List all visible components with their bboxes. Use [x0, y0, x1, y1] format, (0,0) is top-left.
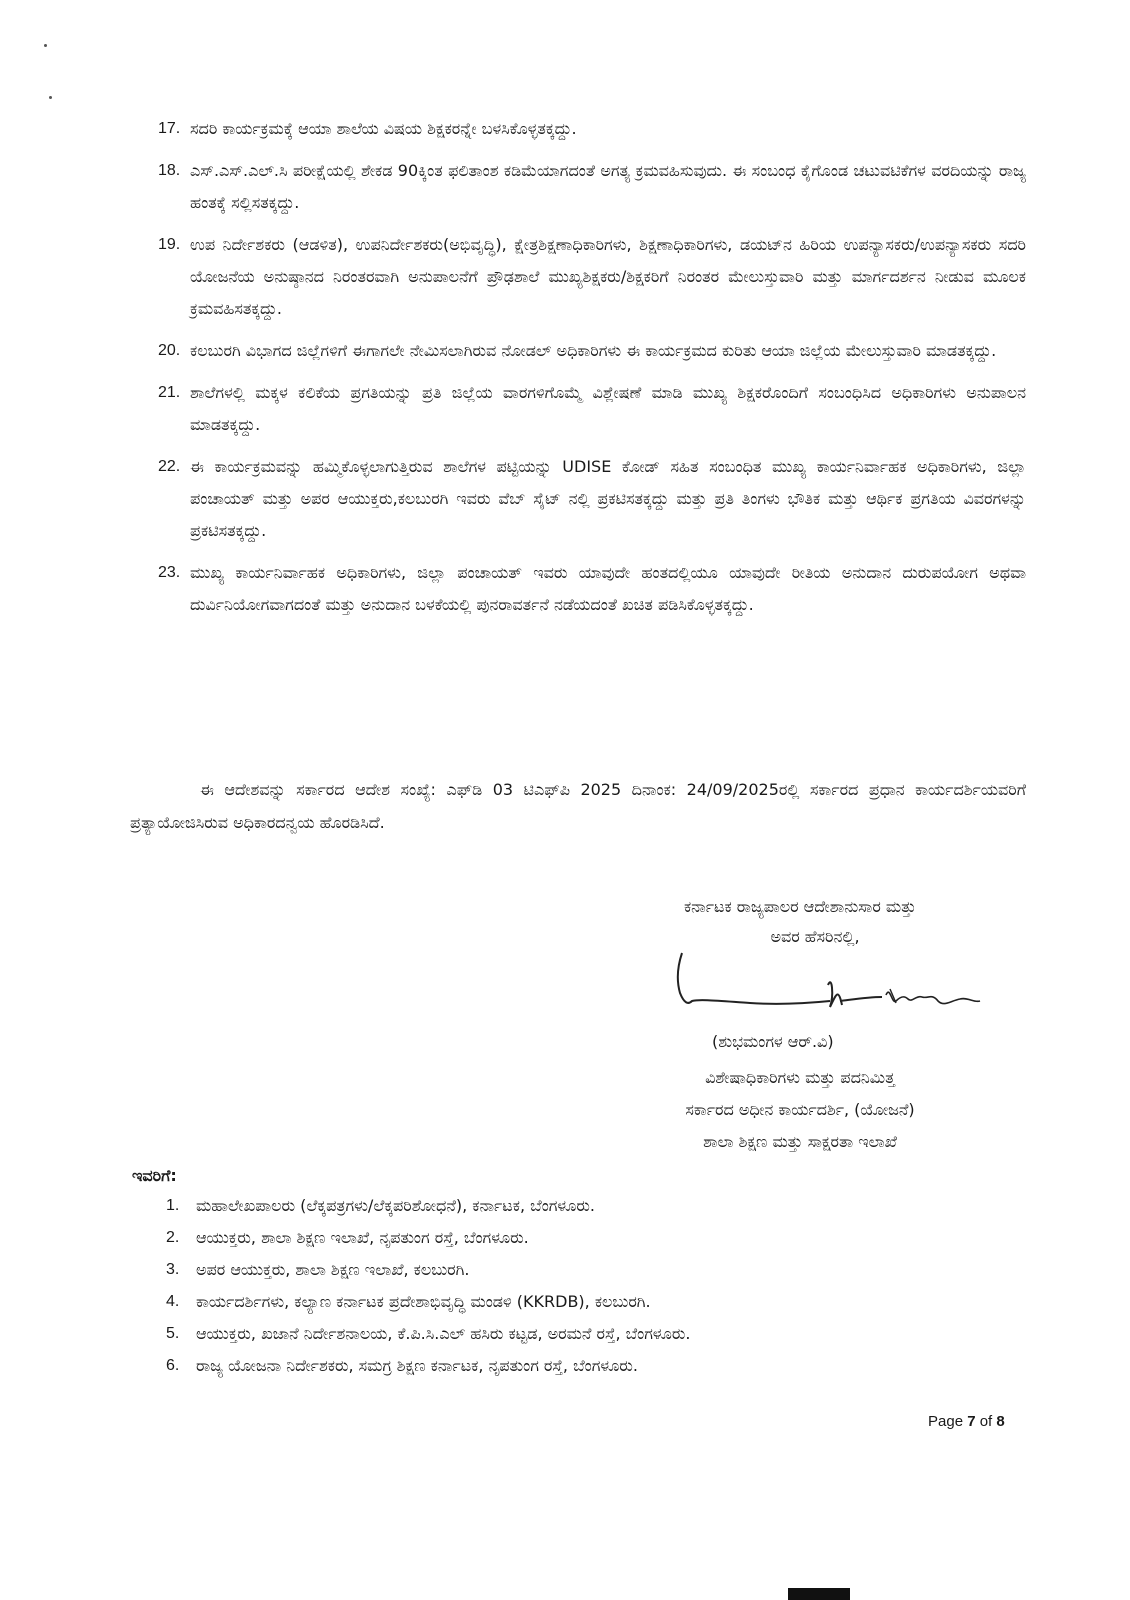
- page-number: [928, 1413, 1005, 1430]
- authority-line-1: ಕರ್ನಾಟಕ ರಾಜ್ಯಪಾಲರ ಆದೇಶಾನುಸಾರ ಮತ್ತು: [683, 897, 917, 916]
- recipient-text: ಕಾರ್ಯದರ್ಶಿಗಳು, ಕಲ್ಯಾಣ ಕರ್ನಾಟಕ ಪ್ರದೇಶಾಭಿವೃದ್ಧಿ ಮಂಡಳಿ (KKRDB), ಕಲಬುರಗಿ.: [196, 1292, 651, 1311]
- recipient-item: [166, 1350, 1036, 1382]
- page-middle: of: [975, 1413, 997, 1430]
- item-number: 22.: [158, 458, 181, 475]
- recipient-text: ಆಯುಕ್ತರು, ಶಾಲಾ ಶಿಕ್ಷಣ ಇಲಾಖೆ, ನೃಪತುಂಗ ರಸ್ತೆ, ಬೆಂಗಳೂರು.: [196, 1228, 529, 1247]
- recipient-item: [166, 1286, 1036, 1318]
- signatory-name: (ಶುಭಮಂಗಳ ಆರ್.ವಿ): [712, 1032, 834, 1051]
- recipient-item: [166, 1318, 1036, 1350]
- recipients-list: [166, 1190, 1036, 1382]
- recipient-number: 6.: [166, 1357, 180, 1374]
- designation-line: ಶಾಲಾ ಶಿಕ್ಷಣ ಮತ್ತು ಸಾಕ್ಷರತಾ ಇಲಾಖೆ: [703, 1132, 897, 1151]
- recipient-number: 2.: [166, 1229, 180, 1246]
- recipient-item: [166, 1190, 1036, 1222]
- item-text: ಕಲಬುರಗಿ ವಿಭಾಗದ ಜಿಲ್ಲೆಗಳಿಗೆ ಈಗಾಗಲೇ ನೇಮಿಸಲಾಗಿರುವ ನೋಡಲ್ ಅಧಿಕಾರಿಗಳು ಈ ಕಾರ್ಯಕ್ರಮದ ಕುರಿತು ಆಯಾ ಜಿಲ್ಲೆಯ ಮೇಲುಸ್ತುವಾರಿ ಮಾಡತಕ್ಕದ್ದು.: [190, 341, 997, 360]
- instruction-item: [158, 113, 1026, 145]
- instruction-item: [158, 377, 1026, 441]
- authority-line-2: ಅವರ ಹೆಸರಿನಲ್ಲಿ,: [770, 927, 860, 946]
- recipient-text: ಆಯುಕ್ತರು, ಖಜಾನೆ ನಿರ್ದೇಶನಾಲಯ, ಕೆ.ಪಿ.ಸಿ.ಎಲ್ ಹಸಿರು ಕಟ್ಟಡ, ಅರಮನೆ ರಸ್ತೆ, ಬೆಂಗಳೂರು.: [196, 1324, 691, 1343]
- item-text: ಶಾಲೆಗಳಲ್ಲಿ ಮಕ್ಕಳ ಕಲಿಕೆಯ ಪ್ರಗತಿಯನ್ನು ಪ್ರತಿ ಜಿಲ್ಲೆಯ ವಾರಗಳಿಗೊಮ್ಮೆ ವಿಶ್ಲೇಷಣೆ ಮಾಡಿ ಮುಖ್ಯ ಶಿಕ್ಷಕರೊಂದಿಗೆ ಸಂಬಂಧಿಸಿದ ಅಧಿಕಾರಿಗಳು ಅನುಪಾಲನ ಮಾಡತಕ್ಕದ್ದು.: [190, 383, 1026, 434]
- instruction-item: [158, 335, 1026, 367]
- page-total: 8: [996, 1413, 1005, 1430]
- item-number: 18.: [158, 162, 181, 179]
- item-text: ಸದರಿ ಕಾರ್ಯಕ್ರಮಕ್ಕೆ ಆಯಾ ಶಾಲೆಯ ವಿಷಯ ಶಿಕ್ಷಕರನ್ನೇ ಬಳಸಿಕೊಳ್ಳತಕ್ಕದ್ದು.: [190, 119, 577, 138]
- recipients-heading: ಇವರಿಗೆ:: [132, 1166, 177, 1185]
- item-number: 19.: [158, 236, 181, 253]
- recipient-item: [166, 1254, 1036, 1286]
- recipient-number: 5.: [166, 1325, 180, 1342]
- recipient-text: ಅಪರ ಆಯುಕ್ತರು, ಶಾಲಾ ಶಿಕ್ಷಣ ಇಲಾಖೆ, ಕಲಬುರಗಿ.: [196, 1260, 470, 1279]
- instruction-item: [158, 557, 1026, 621]
- instruction-item: [158, 155, 1026, 219]
- instruction-item: [158, 229, 1026, 325]
- item-text: ಎಸ್.ಎಸ್.ಎಲ್.ಸಿ ಪರೀಕ್ಷೆಯಲ್ಲಿ ಶೇಕಡ 90ಕ್ಕಿಂತ ಫಲಿತಾಂಶ ಕಡಿಮೆಯಾಗದಂತೆ ಅಗತ್ಯ ಕ್ರಮವಹಿಸುವುದು. ಈ ಸಂಬಂಧ ಕೈಗೊಂಡ ಚಟುವಟಿಕೆಗಳ ವರದಿಯನ್ನು ರಾಜ್ಯ ಹಂತಕ್ಕೆ ಸಲ್ಲಿಸತಕ್ಕದ್ದು.: [190, 161, 1026, 212]
- scan-speck: [49, 96, 52, 99]
- recipient-number: 1.: [166, 1197, 180, 1214]
- recipient-item: [166, 1222, 1036, 1254]
- item-text: ಮುಖ್ಯ ಕಾರ್ಯನಿರ್ವಾಹಕ ಅಧಿಕಾರಿಗಳು, ಜಿಲ್ಲಾ ಪಂಚಾಯತ್ ಇವರು ಯಾವುದೇ ಹಂತದಲ್ಲಿಯೂ ಯಾವುದೇ ರೀತಿಯ ಅನುದಾನ ದುರುಪಯೋಗ ಅಥವಾ ದುರ್ವಿನಿಯೋಗವಾಗದಂತೆ ಮತ್ತು ಅನುದಾನ ಬಳಕೆಯಲ್ಲಿ ಪುನರಾವರ್ತನೆ ನಡೆಯದಂತೆ ಖಚಿತ ಪಡಿಸಿಕೊಳ್ಳತಕ್ಕದ್ದು.: [190, 563, 1026, 614]
- instruction-item: [158, 451, 1026, 547]
- item-number: 20.: [158, 342, 181, 359]
- item-number: 17.: [158, 120, 181, 137]
- item-number: 23.: [158, 564, 181, 581]
- item-number: 21.: [158, 384, 181, 401]
- designation-line: ಸರ್ಕಾರದ ಅಧೀನ ಕಾರ್ಯದರ್ಶಿ, (ಯೋಜನೆ): [685, 1100, 915, 1119]
- order-paragraph: ಈ ಆದೇಶವನ್ನು ಸರ್ಕಾರದ ಆದೇಶ ಸಂಖ್ಯೆ: ಎಫ್‌ಡಿ 03 ಟಿಎಫ್‌ಪಿ 2025 ದಿನಾಂಕ: 24/09/2025ರಲ್ಲಿ ಸರ್ಕಾರದ ಪ್ರಧಾನ ಕಾರ್ಯದರ್ಶಿಯವರಿಗೆ ಪ್ರತ್ಯಾಯೋಜಿಸಿರುವ ಅಧಿಕಾರದನ್ವಯ ಹೊರಡಿಸಿದೆ.: [130, 780, 1026, 832]
- scan-edge-mark: [788, 1588, 850, 1600]
- designation-line: ವಿಶೇಷಾಧಿಕಾರಿಗಳು ಮತ್ತು ಪದನಿಮಿತ್ತ: [705, 1068, 895, 1087]
- recipient-number: 4.: [166, 1293, 180, 1310]
- recipient-number: 3.: [166, 1261, 180, 1278]
- page-current: 7: [967, 1413, 976, 1430]
- page-prefix: Page: [928, 1413, 968, 1430]
- handwritten-signature: [660, 945, 1040, 1035]
- item-text: ಉಪ ನಿರ್ದೇಶಕರು (ಆಡಳಿತ), ಉಪನಿರ್ದೇಶಕರು(ಅಭಿವೃದ್ಧಿ), ಕ್ಷೇತ್ರಶಿಕ್ಷಣಾಧಿಕಾರಿಗಳು, ಶಿಕ್ಷಣಾಧಿಕಾರಿಗಳು, ಡಯಟ್‌ನ ಹಿರಿಯ ಉಪನ್ಯಾಸಕರು/ಉಪನ್ಯಾಸಕರು ಸದರಿ ಯೋಜನೆಯ ಅನುಷ್ಠಾನದ ನಿರಂತರವಾಗಿ ಅನುಪಾಲನೆಗೆ ಪ್ರೌಢಶಾಲೆ ಮುಖ್ಯಶಿಕ್ಷಕರು/ಶಿಕ್ಷಕರಿಗೆ ನಿರಂತರ ಮೇಲುಸ್ತುವಾರಿ ಮತ್ತು ಮಾರ್ಗದರ್ಶನ ನೀಡುವ ಮೂಲಕ ಕ್ರಮವಹಿಸತಕ್ಕದ್ದು.: [190, 235, 1026, 318]
- item-text: ಈ ಕಾರ್ಯಕ್ರಮವನ್ನು ಹಮ್ಮಿಕೊಳ್ಳಲಾಗುತ್ತಿರುವ ಶಾಲೆಗಳ ಪಟ್ಟಿಯನ್ನು UDISE ಕೋಡ್ ಸಹಿತ ಸಂಬಂಧಿತ ಮುಖ್ಯ ಕಾರ್ಯನಿರ್ವಾಹಕ ಅಧಿಕಾರಿಗಳು, ಜಿಲ್ಲಾ ಪಂಚಾಯತ್ ಮತ್ತು ಅಪರ ಆಯುಕ್ತರು,ಕಲಬುರಗಿ ಇವರು ವೆಬ್ ಸೈಟ್ ನಲ್ಲಿ ಪ್ರಕಟಿಸತಕ್ಕದ್ದು ಮತ್ತು ಪ್ರತಿ ತಿಂಗಳು ಭೌತಿಕ ಮತ್ತು ಆರ್ಥಿಕ ಪ್ರಗತಿಯ ವಿವರಗಳನ್ನು ಪ್ರಕಟಿಸತಕ್ಕದ್ದು.: [190, 457, 1026, 540]
- instruction-list: [158, 113, 1026, 631]
- designation-block: [560, 1062, 1040, 1158]
- authority-block: [560, 892, 1040, 952]
- recipient-text: ರಾಜ್ಯ ಯೋಜನಾ ನಿರ್ದೇಶಕರು, ಸಮಗ್ರ ಶಿಕ್ಷಣ ಕರ್ನಾಟಕ, ನೃಪತುಂಗ ರಸ್ತೆ, ಬೆಂಗಳೂರು.: [196, 1356, 638, 1375]
- recipient-text: ಮಹಾಲೇಖಪಾಲರು (ಲೆಕ್ಕಪತ್ರಗಳು/ಲೆಕ್ಕಪರಿಶೋಧನೆ), ಕರ್ನಾಟಕ, ಬೆಂಗಳೂರು.: [196, 1196, 595, 1215]
- scan-speck: [44, 44, 47, 47]
